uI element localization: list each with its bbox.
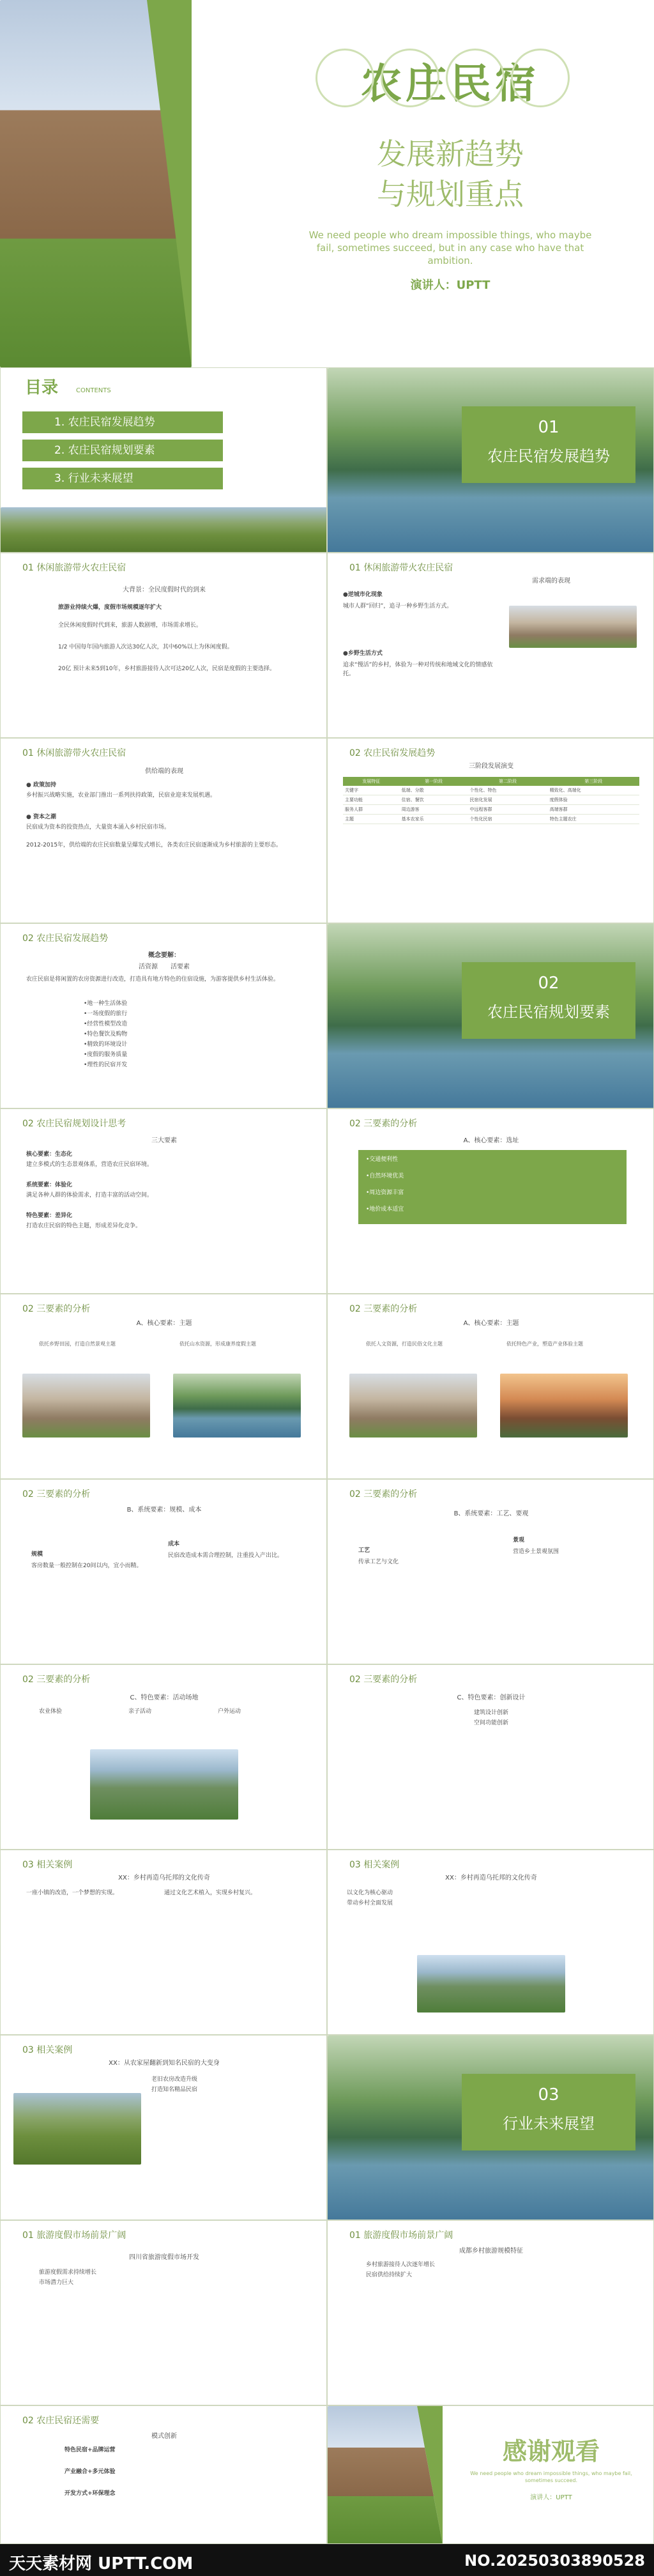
footer-serial-number: NO.20250303890528 (464, 2552, 645, 2570)
section-3-slide (327, 2035, 654, 2220)
slide-e-title: 02 农庄民宿发展趋势 (22, 933, 109, 944)
table-cell: 民宿化发展 (468, 795, 548, 805)
slide-a-line: 全民休闲度假时代到来，旅游人数剧增，市场需求增长。 (58, 622, 202, 629)
table-header: 第一阶段 (400, 777, 468, 786)
slide-h-caption-1: 依托乡野田园，打造自然景观主题 (39, 1341, 116, 1347)
slide-g-line: •周边资源丰富 (366, 1190, 404, 1196)
slide-h-subtitle: A、核心要素：主题 (136, 1320, 192, 1327)
slide-o-title: 03 相关案例 (349, 1860, 400, 1870)
cover-title-circle (511, 49, 570, 107)
slide-g-title: 02 三要素的分析 (349, 1119, 418, 1129)
slide-f-line: 特色要素：差异化 (26, 1213, 73, 1219)
slide-j (0, 1479, 327, 1664)
thanks-slide (327, 2405, 654, 2544)
slide-s-title: 02 农庄民宿还需要 (22, 2416, 100, 2426)
cover-title-circle (446, 49, 505, 107)
slide-e-line: 农庄民宿是将闲置的农房资源进行改造，打造具有地方特色的住宿设施，为游客提供乡村生活体验。 (26, 976, 280, 983)
slide-e-line: •精致的环境设计 (84, 1041, 128, 1048)
table-row (343, 805, 639, 815)
slide-r-line: 民宿供给持续扩大 (366, 2272, 413, 2278)
thanks-english: We need people who dream impossible things, who maybe fail, sometimes succeed. (470, 2471, 632, 2483)
slide-s-line: 特色民宿+品牌运营 (65, 2447, 116, 2453)
slide-a-line: 1/2 中国每年国内旅游人次达30亿人次，其中60%以上为休闲度假。 (58, 644, 233, 650)
toc-item-2[interactable]: 2. 农庄民宿规划要素 (22, 440, 223, 461)
slide-h-title: 02 三要素的分析 (22, 1304, 91, 1314)
slide-g (327, 1108, 654, 1294)
toc-item-1[interactable]: 1. 农庄民宿发展趋势 (22, 411, 223, 433)
slide-e (0, 923, 327, 1108)
slide-m (327, 1664, 654, 1850)
slide-c-subtitle: 供给端的表现 (145, 768, 183, 775)
slide-b-title: 01 休闲旅游带火农庄民宿 (349, 563, 453, 573)
table-cell: 主要功能 (343, 795, 400, 805)
slide-r-title: 01 旅游度假市场前景广阔 (349, 2230, 453, 2241)
slide-h (0, 1294, 327, 1479)
thanks-speaker: 演讲人：UPTT (530, 2494, 572, 2501)
cover-slide (0, 0, 654, 367)
slide-b-line: 追求“慢活”的乡村，体验为一种对传统和地域文化的情感依托。 (343, 662, 493, 677)
slide-g-line: •交通便利性 (366, 1156, 399, 1163)
slide-o-line: 带动乡村全面发展 (347, 1900, 393, 1906)
section-3-number: 03 (538, 2085, 559, 2104)
slide-f-subtitle: 三大要素 (151, 1137, 177, 1144)
slide-m-title: 02 三要素的分析 (349, 1675, 418, 1685)
toc-item-3[interactable]: 3. 行业未来展望 (22, 468, 223, 489)
toc-landscape-photo (1, 507, 327, 553)
section-1-title: 农庄民宿发展趋势 (487, 447, 610, 465)
slide-f-line: 核心要素：生态化 (26, 1151, 73, 1158)
slide-i-caption-2: 依托特色产业，塑造产业体验主题 (506, 1341, 583, 1347)
slide-p-photo (13, 2093, 141, 2165)
slide-s-subtitle: 模式创新 (151, 2433, 177, 2440)
slide-d (327, 738, 654, 923)
slide-q (0, 2220, 327, 2405)
slide-h-photo-1 (22, 1374, 150, 1438)
slide-i-title: 02 三要素的分析 (349, 1304, 418, 1314)
toc-title: 目录 (25, 378, 59, 397)
slide-j-line: 民宿改造成本需合理控制，注重投入产出比。 (168, 1552, 284, 1559)
slide-p (0, 2035, 327, 2220)
slide-i-photo-2 (500, 1374, 628, 1438)
table-header: 第三阶段 (548, 777, 639, 786)
slide-c-line: ● 政策加持 (26, 782, 56, 788)
cover-english: We need people who dream impossible things, who maybe fail, sometimes succeed, but in any case who have that ambition. (308, 229, 592, 266)
table-row (343, 815, 639, 824)
toc-contents-label: CONTENTS (76, 387, 111, 394)
cover-speaker: 演讲人：UPTT (410, 279, 490, 292)
slide-f-line: 满足各种人群的体验需求，打造丰富的活动空间。 (26, 1192, 153, 1199)
slide-p-title: 03 相关案例 (22, 2045, 73, 2055)
table-cell: 个性化民宿 (468, 815, 548, 824)
slide-b-subtitle: 需求端的表现 (532, 578, 570, 585)
slide-k-line: 景观 (513, 1537, 525, 1544)
table-header: 第二阶段 (468, 777, 548, 786)
slide-f-line: 打造农庄民宿的特色主题，形成差异化竞争。 (26, 1223, 142, 1229)
slide-d-table (343, 777, 639, 824)
table-cell: 服务人群 (343, 805, 400, 815)
table-cell: 低端、分散 (400, 786, 468, 795)
slide-m-line: 空间功能创新 (473, 1720, 508, 1726)
slide-c-line: 乡村振兴战略实施，农业部门推出一系列扶持政策，民宿业迎来发展机遇。 (26, 792, 217, 799)
table-cell: 基本农家乐 (400, 815, 468, 824)
table-cell: 度假体验 (548, 795, 639, 805)
slide-a-title: 01 休闲旅游带火农庄民宿 (22, 563, 126, 573)
slide-k-subtitle: B、系统要素：工艺、要观 (453, 1510, 529, 1517)
slide-r-subtitle: 成都乡村旅游规模特征 (459, 2248, 523, 2255)
slide-d-subtitle: 三阶段发展演变 (469, 763, 513, 770)
slide-k-line: 营造乡土景观氛围 (513, 1549, 559, 1555)
cover-title: 农庄民宿 (361, 61, 540, 108)
slide-f-line: 建立多模式的生态景观体系，营造农庄民宿环境。 (26, 1162, 153, 1168)
slide-s-line: 产业融合+多元体验 (65, 2469, 116, 2475)
table-cell: 关键字 (343, 786, 400, 795)
slide-n-line: 一座小镇的改造，一个梦想的实现。 (26, 1890, 119, 1896)
cover-subtitle-2: 与规划重点 (377, 177, 524, 211)
slide-h-photo-2 (173, 1374, 301, 1438)
slide-e-subtitle: 概念要解： (148, 952, 180, 959)
slide-f (0, 1108, 327, 1294)
table-cell: 特色主题农庄 (548, 815, 639, 824)
slide-j-title: 02 三要素的分析 (22, 1489, 91, 1499)
slide-b-line: 城市人群“回归”，追寻一种乡野生活方式。 (343, 603, 453, 610)
slide-c (0, 738, 327, 923)
slide-l-title: 02 三要素的分析 (22, 1675, 91, 1685)
slide-d-title: 02 农庄民宿发展趋势 (349, 748, 436, 758)
table-cell: 中远程客群 (468, 805, 548, 815)
slide-l-line: 农业体验 (39, 1708, 63, 1715)
slide-a (0, 553, 327, 738)
slide-k (327, 1479, 654, 1664)
slide-k-line: 传承工艺与文化 (358, 1559, 399, 1565)
slide-q-title: 01 旅游度假市场前景广阔 (22, 2230, 126, 2241)
watermark-footer (0, 2544, 654, 2576)
slide-g-line: •自然环境优美 (366, 1173, 404, 1179)
slide-s-line: 开发方式+环保理念 (65, 2490, 116, 2497)
cover-subtitle-1: 发展新趋势 (377, 137, 524, 171)
slide-k-title: 02 三要素的分析 (349, 1489, 418, 1499)
slide-b (327, 553, 654, 738)
table-cell: 主题 (343, 815, 400, 824)
slide-q-line: 市场潜力巨大 (39, 2280, 74, 2286)
table-cell: 精致化、高端化 (548, 786, 639, 795)
table-cell: 住宿、餐饮 (400, 795, 468, 805)
slide-f-line: 系统要素：体验化 (26, 1182, 73, 1188)
slide-i-caption-1: 依托人文资源，打造民俗文化主题 (366, 1341, 443, 1347)
slide-a-subtitle: 大背景：全民度假时代的到来 (123, 586, 206, 594)
table-cell: 高端客群 (548, 805, 639, 815)
slide-n-subtitle: XX：乡村再造乌托邦的文化传奇 (118, 1874, 210, 1882)
slide-j-line: 客房数量一般控制在20间以内，宜小而精。 (31, 1563, 142, 1569)
slide-n (0, 1850, 327, 2035)
slide-q-subtitle: 四川省旅游度假市场开发 (129, 2254, 199, 2261)
slide-e-line: •度假的服务质量 (84, 1052, 128, 1058)
slide-j-line: 规模 (31, 1551, 43, 1558)
toc-slide (0, 367, 327, 553)
table-header: 发展特征 (343, 777, 400, 786)
slide-j-line: 成本 (168, 1541, 180, 1547)
slide-o-subtitle: XX：乡村再造乌托邦的文化传奇 (445, 1874, 537, 1882)
slide-j-subtitle: B、系统要素：规模、成本 (126, 1506, 202, 1514)
slide-s (0, 2405, 327, 2544)
slide-e-line: •经营性模型改造 (84, 1021, 128, 1027)
slide-o (327, 1850, 654, 2035)
slide-l-subtitle: C、特色要素：活动场地 (130, 1694, 199, 1701)
thanks-title: 感谢观看 (502, 2437, 600, 2465)
slide-f-title: 02 农庄民宿规划设计思考 (22, 1119, 126, 1129)
slide-l (0, 1664, 327, 1850)
slide-i-subtitle: A、核心要素：主题 (463, 1320, 519, 1327)
table-cell: 个性化、特色 (468, 786, 548, 795)
section-1-slide (327, 367, 654, 553)
slide-m-line: 建筑设计创新 (473, 1710, 508, 1716)
slide-n-line: 通过文化艺术植入，实现乡村复兴。 (164, 1890, 257, 1896)
cover-title-circle (316, 49, 374, 107)
table-row (343, 786, 639, 795)
slide-e-line: •地一种生活体验 (84, 1000, 128, 1007)
section-2-slide (327, 923, 654, 1108)
slide-k-line: 工艺 (358, 1547, 370, 1554)
table-cell: 周边游客 (400, 805, 468, 815)
slide-n-title: 03 相关案例 (22, 1860, 73, 1870)
slide-c-line: 民宿成为资本的投资热点，大量资本涌入乡村民宿市场。 (26, 824, 171, 831)
slide-r-line: 乡村旅游接待人次逐年增长 (366, 2262, 436, 2268)
section-1-number: 01 (538, 418, 559, 437)
section-3-title: 行业未来展望 (503, 2115, 595, 2133)
slide-p-line: 老旧农房改造升级 (151, 2076, 198, 2083)
slide-i (327, 1294, 654, 1479)
slide-b-house-photo (509, 606, 637, 648)
slide-e-line: •特色餐饮及购物 (84, 1031, 128, 1038)
slide-c-line: 2012-2015年，供给端的农庄民宿数量呈爆发式增长，各类农庄民宿逐渐成为乡村旅游的主要形态。 (26, 842, 282, 848)
slide-e-line: •一场度假的旅行 (84, 1011, 128, 1017)
slide-g-line: •地价成本适宜 (366, 1206, 404, 1213)
slide-p-line: 打造知名精品民宿 (151, 2087, 198, 2093)
section-2-title: 农庄民宿规划要素 (487, 1003, 610, 1021)
slide-m-subtitle: C、特色要素：创新设计 (457, 1694, 526, 1701)
slide-g-subtitle: A、核心要素：选址 (463, 1137, 519, 1144)
slide-b-line: ●逆城市化现象 (343, 592, 383, 598)
slide-a-line: 20亿 预计未来5到10年，乡村旅游接待人次可达20亿人次，民宿是度假的主要选择。 (58, 666, 275, 672)
slide-l-line: 亲子活动 (128, 1708, 152, 1715)
footer-site-label: 天天素材网 UPTT.COM (9, 2554, 194, 2573)
slide-o-photo (417, 1955, 565, 2012)
slide-e-line: •理性的民宿开发 (84, 1062, 128, 1068)
slide-o-line: 以文化为核心驱动 (347, 1890, 393, 1896)
slide-c-line: ● 资本之潮 (26, 814, 56, 820)
section-2-number: 02 (538, 974, 559, 993)
slide-i-photo-1 (349, 1374, 477, 1438)
slide-c-title: 01 休闲旅游带火农庄民宿 (22, 748, 126, 758)
table-row (343, 795, 639, 805)
slide-a-line: 旅游业持续火爆，度假市场规模逐年扩大 (58, 604, 162, 611)
slide-r (327, 2220, 654, 2405)
slide-q-line: 旅游度假需求持续增长 (39, 2269, 97, 2276)
slide-b-line: ●乡野生活方式 (343, 650, 383, 657)
slide-e-line: 活资源 活要素 (139, 963, 190, 970)
slide-l-line: 户外运动 (218, 1708, 241, 1715)
slide-h-caption-2: 依托山水资源，形成康养度假主题 (179, 1341, 256, 1347)
cover-title-circle (381, 49, 439, 107)
slide-l-photo (90, 1749, 238, 1820)
slide-p-subtitle: XX：从农家屋翻新到知名民宿的大变身 (109, 2060, 220, 2067)
